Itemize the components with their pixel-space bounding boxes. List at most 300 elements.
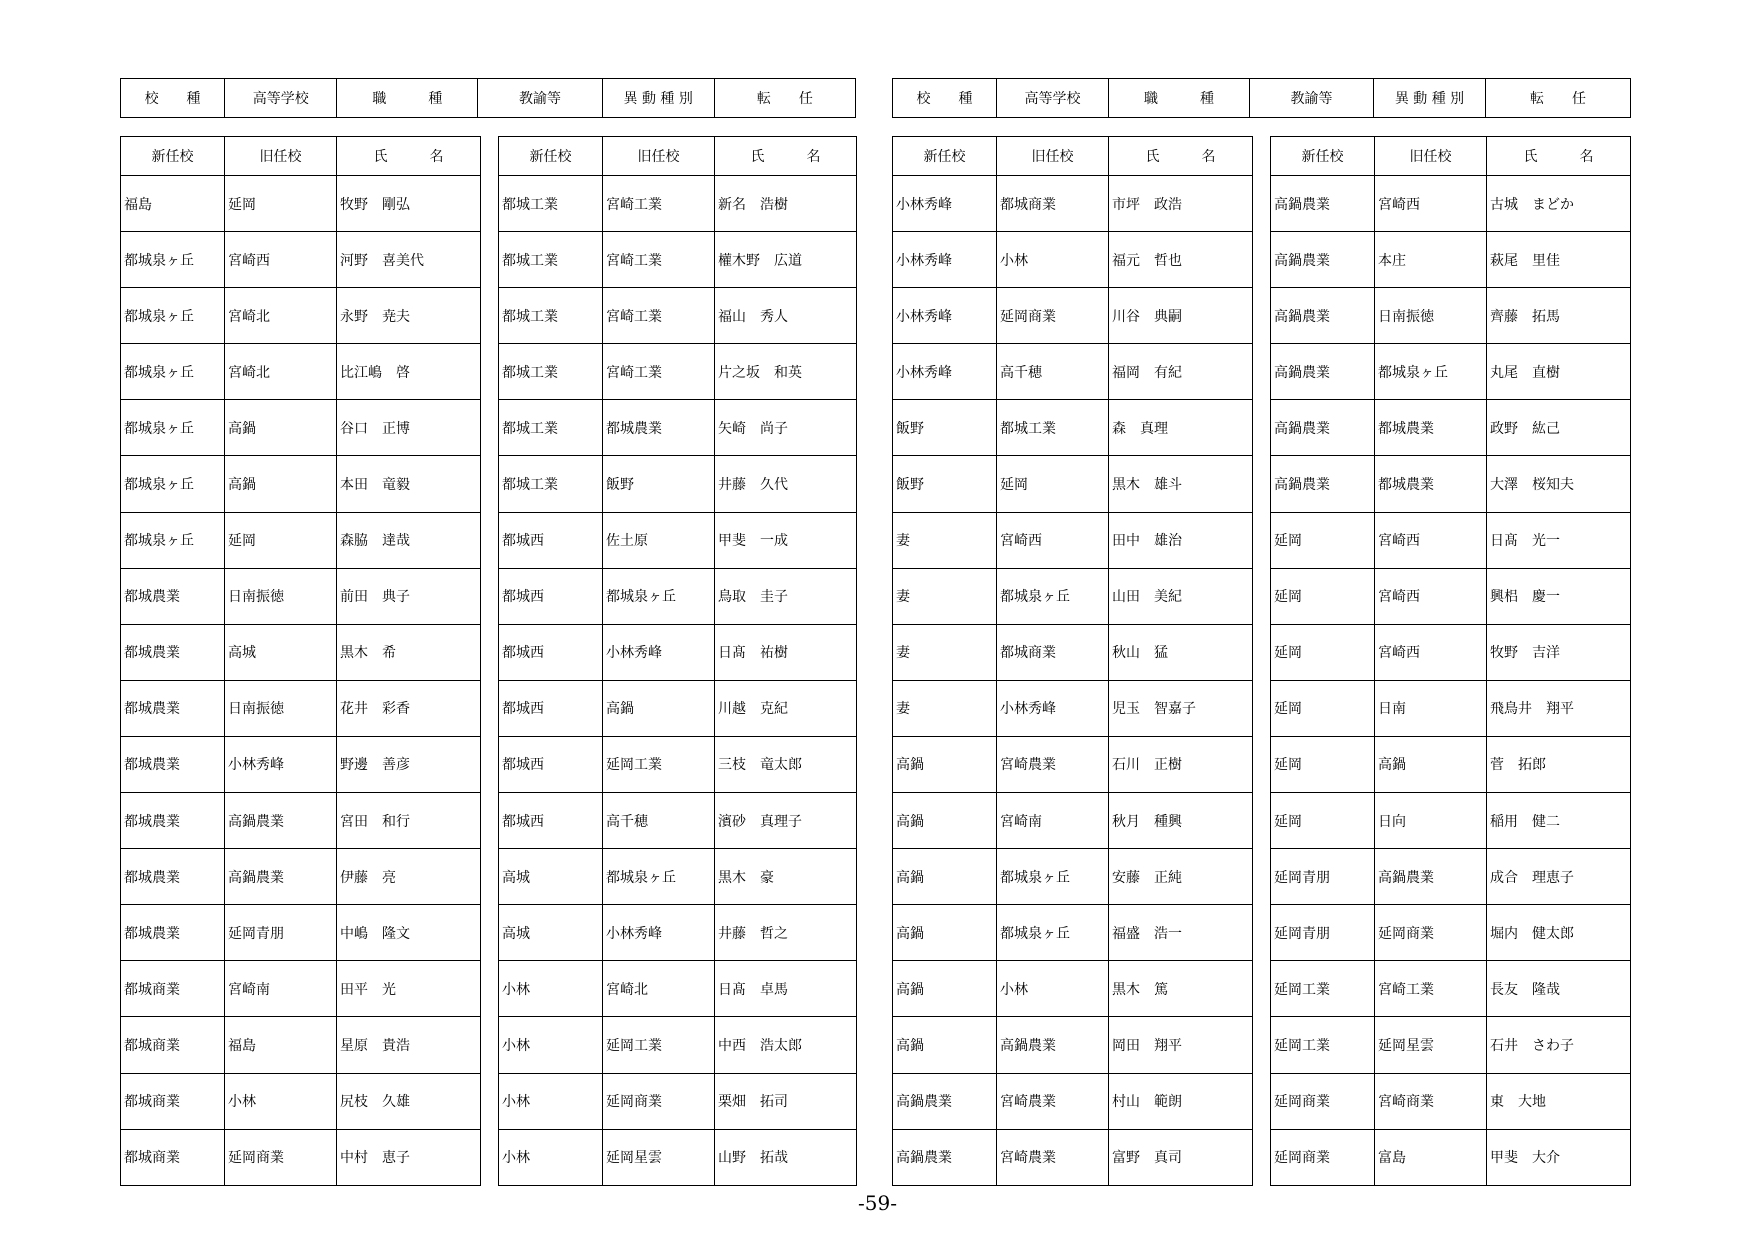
new-school-cell: 都城工業 (499, 456, 603, 512)
old-school-cell: 日南振徳 (225, 680, 337, 736)
table-row (121, 680, 481, 736)
old-school-cell: 高千穂 (997, 344, 1109, 400)
new-school-cell: 都城西 (499, 680, 603, 736)
table-row (121, 176, 481, 232)
new-school-header: 新任校 (1271, 137, 1375, 176)
name-cell: 牧野 吉洋 (1487, 624, 1631, 680)
new-school-cell: 高鍋農業 (893, 1129, 997, 1185)
transfer-table-2 (498, 136, 857, 1186)
new-school-cell: 延岡 (1271, 512, 1375, 568)
old-school-cell: 高鍋農業 (997, 1017, 1109, 1073)
table-row (893, 736, 1253, 792)
name-cell: 尻枝 久雄 (337, 1073, 481, 1129)
name-cell: 東 大地 (1487, 1073, 1631, 1129)
old-school-header: 旧任校 (997, 137, 1109, 176)
table-row (893, 232, 1253, 288)
old-school-cell: 高鍋 (225, 456, 337, 512)
name-cell: 政野 紘己 (1487, 400, 1631, 456)
old-school-cell: 小林 (225, 1073, 337, 1129)
table-row (499, 456, 857, 512)
new-school-cell: 都城泉ヶ丘 (121, 288, 225, 344)
table-row (893, 288, 1253, 344)
table-row (1271, 736, 1631, 792)
table-row (121, 1129, 481, 1185)
name-cell: 堀内 健太郎 (1487, 905, 1631, 961)
name-cell: 山田 美紀 (1109, 568, 1253, 624)
new-school-cell: 都城工業 (499, 232, 603, 288)
name-cell: 井藤 久代 (715, 456, 857, 512)
old-school-cell: 都城泉ヶ丘 (997, 568, 1109, 624)
old-school-cell: 宮崎工業 (603, 344, 715, 400)
old-school-cell: 日南振徳 (1375, 288, 1487, 344)
job-label: 職 種 (337, 79, 478, 118)
old-school-cell: 延岡工業 (603, 1017, 715, 1073)
old-school-cell: 延岡星雲 (1375, 1017, 1487, 1073)
new-school-cell: 飯野 (893, 400, 997, 456)
new-school-cell: 都城商業 (121, 1073, 225, 1129)
new-school-cell: 小林 (499, 1129, 603, 1185)
new-school-cell: 高鍋農業 (1271, 176, 1375, 232)
new-school-cell: 都城泉ヶ丘 (121, 400, 225, 456)
table-row (1271, 905, 1631, 961)
table-row (893, 512, 1253, 568)
table-row (893, 1073, 1253, 1129)
new-school-cell: 高鍋 (893, 793, 997, 849)
new-school-cell: 都城農業 (121, 624, 225, 680)
transfer-label: 異 動 種 別 (602, 79, 714, 118)
new-school-cell: 延岡 (1271, 624, 1375, 680)
name-cell: 宮田 和行 (337, 793, 481, 849)
name-cell: 秋山 猛 (1109, 624, 1253, 680)
name-header: 氏 名 (1487, 137, 1631, 176)
old-school-cell: 都城商業 (997, 176, 1109, 232)
old-school-cell: 高鍋 (1375, 736, 1487, 792)
old-school-cell: 都城商業 (997, 624, 1109, 680)
table-row (893, 400, 1253, 456)
name-cell: 齊藤 拓馬 (1487, 288, 1631, 344)
old-school-cell: 小林秀峰 (603, 624, 715, 680)
table-row (1271, 961, 1631, 1017)
name-cell: 日髙 卓馬 (715, 961, 857, 1017)
new-school-cell: 延岡 (1271, 680, 1375, 736)
name-cell: 矢崎 尚子 (715, 400, 857, 456)
old-school-cell: 小林秀峰 (997, 680, 1109, 736)
name-cell: 福元 哲也 (1109, 232, 1253, 288)
new-school-cell: 妻 (893, 512, 997, 568)
table-row (121, 400, 481, 456)
name-cell: 中西 浩太郎 (715, 1017, 857, 1073)
table-row (121, 849, 481, 905)
new-school-cell: 都城農業 (121, 736, 225, 792)
old-school-cell: 都城泉ヶ丘 (1375, 344, 1487, 400)
name-cell: 森 真理 (1109, 400, 1253, 456)
table-row (499, 624, 857, 680)
new-school-cell: 延岡商業 (1271, 1129, 1375, 1185)
name-cell: 福岡 有紀 (1109, 344, 1253, 400)
new-school-cell: 都城西 (499, 793, 603, 849)
table-row (1271, 1129, 1631, 1185)
name-cell: 山野 拓哉 (715, 1129, 857, 1185)
old-school-cell: 宮崎工業 (1375, 961, 1487, 1017)
old-school-cell: 宮崎北 (225, 288, 337, 344)
old-school-cell: 日南 (1375, 680, 1487, 736)
table-row (1271, 1073, 1631, 1129)
old-school-cell: 福島 (225, 1017, 337, 1073)
transfer-value: 転 任 (1486, 79, 1631, 118)
new-school-cell: 都城農業 (121, 905, 225, 961)
table-row (499, 400, 857, 456)
new-school-cell: 延岡 (1271, 736, 1375, 792)
new-school-cell: 小林秀峰 (893, 176, 997, 232)
table-header-row (1271, 137, 1631, 176)
name-cell: 本田 竜毅 (337, 456, 481, 512)
page-number: -59- (858, 1191, 897, 1215)
table-row (499, 1017, 857, 1073)
transfer-value: 転 任 (714, 79, 855, 118)
old-school-cell: 都城泉ヶ丘 (997, 849, 1109, 905)
name-cell: 日髙 光一 (1487, 512, 1631, 568)
name-cell: 黒木 篤 (1109, 961, 1253, 1017)
name-cell: 永野 尭夫 (337, 288, 481, 344)
table-row (499, 232, 857, 288)
name-cell: 川越 克紀 (715, 680, 857, 736)
name-cell: 井藤 哲之 (715, 905, 857, 961)
name-cell: 福山 秀人 (715, 288, 857, 344)
new-school-cell: 高鍋 (893, 961, 997, 1017)
transfer-table-4 (1270, 136, 1631, 1186)
new-school-cell: 高城 (499, 905, 603, 961)
old-school-cell: 延岡 (225, 176, 337, 232)
old-school-cell: 延岡青朋 (225, 905, 337, 961)
header-left (120, 78, 856, 118)
table-row (499, 288, 857, 344)
table-row (893, 456, 1253, 512)
new-school-cell: 延岡工業 (1271, 961, 1375, 1017)
old-school-cell: 宮崎北 (603, 961, 715, 1017)
name-cell: 森脇 達哉 (337, 512, 481, 568)
transfer-table-1 (120, 136, 481, 1186)
old-school-cell: 日南振徳 (225, 568, 337, 624)
old-school-cell: 都城農業 (603, 400, 715, 456)
old-school-cell: 飯野 (603, 456, 715, 512)
old-school-cell: 高鍋 (225, 400, 337, 456)
name-cell: 鳥取 圭子 (715, 568, 857, 624)
old-school-cell: 宮崎工業 (603, 176, 715, 232)
name-cell: 石井 さわ子 (1487, 1017, 1631, 1073)
old-school-cell: 小林 (997, 232, 1109, 288)
school-type-value: 高等学校 (997, 79, 1109, 118)
new-school-cell: 小林 (499, 1017, 603, 1073)
table-row (121, 905, 481, 961)
table-row (499, 512, 857, 568)
name-cell: 黒木 希 (337, 624, 481, 680)
old-school-cell: 高鍋農業 (225, 793, 337, 849)
name-cell: 富野 真司 (1109, 1129, 1253, 1185)
old-school-cell: 延岡商業 (603, 1073, 715, 1129)
old-school-cell: 都城農業 (1375, 400, 1487, 456)
table-row (121, 344, 481, 400)
table-row (1271, 793, 1631, 849)
old-school-cell: 延岡 (225, 512, 337, 568)
table-row (121, 568, 481, 624)
new-school-cell: 延岡商業 (1271, 1073, 1375, 1129)
new-school-cell: 小林 (499, 961, 603, 1017)
name-cell: 濱砂 真理子 (715, 793, 857, 849)
new-school-cell: 都城商業 (121, 1017, 225, 1073)
new-school-cell: 高鍋農業 (1271, 456, 1375, 512)
name-cell: 川谷 典嗣 (1109, 288, 1253, 344)
name-cell: 岡田 翔平 (1109, 1017, 1253, 1073)
job-label: 職 種 (1109, 79, 1250, 118)
table-row (893, 568, 1253, 624)
name-cell: 黒木 豪 (715, 849, 857, 905)
table-row (1271, 176, 1631, 232)
old-school-cell: 延岡 (997, 456, 1109, 512)
table-row (499, 849, 857, 905)
name-cell: 市坪 政浩 (1109, 176, 1253, 232)
old-school-cell: 延岡商業 (997, 288, 1109, 344)
new-school-cell: 都城工業 (499, 344, 603, 400)
name-cell: 谷口 正博 (337, 400, 481, 456)
new-school-cell: 高鍋 (893, 849, 997, 905)
new-school-cell: 妻 (893, 624, 997, 680)
new-school-cell: 高鍋 (893, 905, 997, 961)
table-row (121, 961, 481, 1017)
old-school-cell: 小林秀峰 (603, 905, 715, 961)
new-school-cell: 都城西 (499, 624, 603, 680)
old-school-cell: 高鍋農業 (225, 849, 337, 905)
new-school-cell: 都城工業 (499, 400, 603, 456)
new-school-cell: 都城農業 (121, 680, 225, 736)
table-row (121, 456, 481, 512)
job-value: 教諭等 (1250, 79, 1374, 118)
table-row (893, 1017, 1253, 1073)
table-row (1271, 288, 1631, 344)
table-row (499, 1129, 857, 1185)
old-school-cell: 延岡工業 (603, 736, 715, 792)
name-cell: 三枝 竜太郎 (715, 736, 857, 792)
name-cell: 河野 喜美代 (337, 232, 481, 288)
table-row (499, 568, 857, 624)
name-cell: 石川 正樹 (1109, 736, 1253, 792)
new-school-cell: 都城工業 (499, 288, 603, 344)
old-school-cell: 都城泉ヶ丘 (603, 568, 715, 624)
new-school-cell: 都城商業 (121, 1129, 225, 1185)
table-row (893, 176, 1253, 232)
school-type-label: 校 種 (893, 79, 997, 118)
new-school-cell: 小林秀峰 (893, 288, 997, 344)
table-row (499, 1073, 857, 1129)
name-cell: 萩尾 里佳 (1487, 232, 1631, 288)
old-school-header: 旧任校 (1375, 137, 1487, 176)
name-cell: 福盛 浩一 (1109, 905, 1253, 961)
transfer-table-3 (892, 136, 1253, 1186)
old-school-cell: 宮崎商業 (1375, 1073, 1487, 1129)
new-school-cell: 都城農業 (121, 793, 225, 849)
name-cell: 中村 恵子 (337, 1129, 481, 1185)
new-school-cell: 都城農業 (121, 568, 225, 624)
old-school-cell: 宮崎工業 (603, 288, 715, 344)
header-right (892, 78, 1631, 118)
new-school-cell: 都城西 (499, 568, 603, 624)
old-school-cell: 宮崎西 (225, 232, 337, 288)
old-school-cell: 宮崎北 (225, 344, 337, 400)
table-row (499, 176, 857, 232)
table-row (499, 905, 857, 961)
old-school-cell: 日向 (1375, 793, 1487, 849)
old-school-cell: 本庄 (1375, 232, 1487, 288)
new-school-cell: 高鍋農業 (1271, 400, 1375, 456)
table-row (893, 849, 1253, 905)
old-school-cell: 都城工業 (997, 400, 1109, 456)
table-header-row (893, 137, 1253, 176)
table-row (1271, 344, 1631, 400)
new-school-cell: 都城泉ヶ丘 (121, 344, 225, 400)
table-row (1271, 849, 1631, 905)
new-school-cell: 都城農業 (121, 849, 225, 905)
table-row (893, 793, 1253, 849)
table-row (893, 624, 1253, 680)
new-school-cell: 都城西 (499, 512, 603, 568)
old-school-cell: 佐土原 (603, 512, 715, 568)
new-school-cell: 高鍋 (893, 1017, 997, 1073)
name-cell: 權木野 広道 (715, 232, 857, 288)
name-cell: 新名 浩樹 (715, 176, 857, 232)
table-row (121, 512, 481, 568)
old-school-cell: 高城 (225, 624, 337, 680)
table-row (121, 1073, 481, 1129)
name-cell: 丸尾 直樹 (1487, 344, 1631, 400)
name-cell: 古城 まどか (1487, 176, 1631, 232)
old-school-header: 旧任校 (603, 137, 715, 176)
old-school-cell: 高鍋農業 (1375, 849, 1487, 905)
new-school-cell: 妻 (893, 568, 997, 624)
table-row (121, 793, 481, 849)
table-row (893, 905, 1253, 961)
table-row (893, 344, 1253, 400)
job-value: 教諭等 (478, 79, 602, 118)
new-school-cell: 福島 (121, 176, 225, 232)
table-row (893, 1129, 1253, 1185)
name-cell: 前田 典子 (337, 568, 481, 624)
table-row (121, 736, 481, 792)
name-cell: 田中 雄治 (1109, 512, 1253, 568)
new-school-header: 新任校 (121, 137, 225, 176)
table-row (1271, 568, 1631, 624)
new-school-cell: 都城商業 (121, 961, 225, 1017)
old-school-cell: 宮崎西 (1375, 624, 1487, 680)
table-row (121, 288, 481, 344)
new-school-cell: 高鍋農業 (1271, 288, 1375, 344)
new-school-cell: 飯野 (893, 456, 997, 512)
table-row (499, 961, 857, 1017)
old-school-cell: 都城泉ヶ丘 (603, 849, 715, 905)
table-row (893, 961, 1253, 1017)
old-school-cell: 宮崎南 (225, 961, 337, 1017)
old-school-header: 旧任校 (225, 137, 337, 176)
name-cell: 野邊 善彦 (337, 736, 481, 792)
name-cell: 栗畑 拓司 (715, 1073, 857, 1129)
old-school-cell: 延岡商業 (1375, 905, 1487, 961)
old-school-cell: 都城農業 (1375, 456, 1487, 512)
table-row (499, 680, 857, 736)
table-row (1271, 232, 1631, 288)
old-school-cell: 高千穂 (603, 793, 715, 849)
old-school-cell: 宮崎農業 (997, 736, 1109, 792)
old-school-cell: 宮崎西 (997, 512, 1109, 568)
table-row (1271, 680, 1631, 736)
new-school-cell: 高鍋農業 (1271, 344, 1375, 400)
old-school-cell: 宮崎農業 (997, 1073, 1109, 1129)
new-school-header: 新任校 (499, 137, 603, 176)
school-type-label: 校 種 (121, 79, 225, 118)
name-cell: 成合 理恵子 (1487, 849, 1631, 905)
old-school-cell: 小林 (997, 961, 1109, 1017)
old-school-cell: 宮崎西 (1375, 512, 1487, 568)
old-school-cell: 宮崎工業 (603, 232, 715, 288)
new-school-cell: 小林秀峰 (893, 232, 997, 288)
name-cell: 安藤 正純 (1109, 849, 1253, 905)
table-row (499, 793, 857, 849)
name-cell: 稲用 健二 (1487, 793, 1631, 849)
table-row (1271, 512, 1631, 568)
new-school-cell: 小林 (499, 1073, 603, 1129)
name-cell: 飛鳥井 翔平 (1487, 680, 1631, 736)
name-cell: 比江嶋 啓 (337, 344, 481, 400)
new-school-cell: 都城工業 (499, 176, 603, 232)
table-header-row (121, 137, 481, 176)
old-school-cell: 高鍋 (603, 680, 715, 736)
name-cell: 田平 光 (337, 961, 481, 1017)
table-row (121, 232, 481, 288)
old-school-cell: 宮崎西 (1375, 568, 1487, 624)
table-row (121, 1017, 481, 1073)
name-header: 氏 名 (715, 137, 857, 176)
table-row (499, 736, 857, 792)
name-cell: 牧野 剛弘 (337, 176, 481, 232)
transfer-label: 異 動 種 別 (1374, 79, 1486, 118)
name-cell: 花井 彩香 (337, 680, 481, 736)
name-cell: 日髙 祐樹 (715, 624, 857, 680)
name-cell: 甲斐 一成 (715, 512, 857, 568)
new-school-cell: 妻 (893, 680, 997, 736)
new-school-cell: 都城泉ヶ丘 (121, 512, 225, 568)
new-school-cell: 都城泉ヶ丘 (121, 232, 225, 288)
table-row (1271, 1017, 1631, 1073)
old-school-cell: 富島 (1375, 1129, 1487, 1185)
name-cell: 秋月 種興 (1109, 793, 1253, 849)
new-school-cell: 延岡 (1271, 793, 1375, 849)
name-cell: 片之坂 和英 (715, 344, 857, 400)
new-school-cell: 高城 (499, 849, 603, 905)
old-school-cell: 宮崎農業 (997, 1129, 1109, 1185)
table-row (1271, 456, 1631, 512)
new-school-cell: 小林秀峰 (893, 344, 997, 400)
table-row (499, 344, 857, 400)
name-cell: 黒木 雄斗 (1109, 456, 1253, 512)
old-school-cell: 都城泉ヶ丘 (997, 905, 1109, 961)
table-header-row (499, 137, 857, 176)
new-school-cell: 高鍋農業 (1271, 232, 1375, 288)
name-cell: 伊藤 亮 (337, 849, 481, 905)
table-row (121, 624, 481, 680)
name-cell: 甲斐 大介 (1487, 1129, 1631, 1185)
new-school-cell: 延岡青朋 (1271, 849, 1375, 905)
new-school-cell: 延岡 (1271, 568, 1375, 624)
new-school-cell: 高鍋 (893, 736, 997, 792)
table-row (1271, 400, 1631, 456)
name-cell: 中嶋 隆文 (337, 905, 481, 961)
